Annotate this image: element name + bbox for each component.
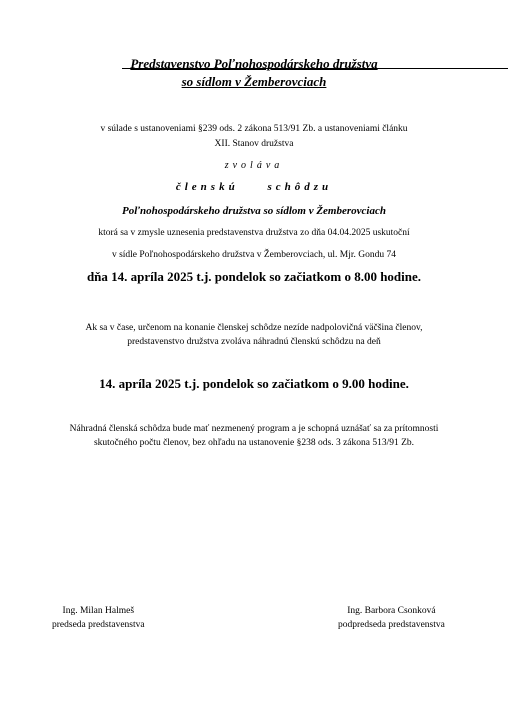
intro-line-2: XII. Stanov družstva [214,139,294,149]
signature-chair [52,604,145,632]
signature-name: Ing. Barbora Csonková [347,606,436,616]
intro-line-1: v súlade s ustanoveniami §239 ods. 2 zákona 513/91 Zb. a ustanoveniami článku [100,124,408,134]
substitute-date: 14. apríla 2025 t.j. pondelok so začiatkom o 9.00 hodine. [99,376,409,391]
substitute-line-2: predstavenstvo družstva zvoláva náhradnú členskú schôdzu na deň [127,337,381,347]
note-line-1: Náhradná členská schôdza bude mať nezmenený program a je schopná uznášať sa za prítomnosti [69,424,439,434]
signature-vice-chair [338,604,445,632]
convenes-word: zvoláva [224,160,284,171]
signature-role: podpredseda predstavenstva [338,620,445,630]
signature-role: predseda predstavenstva [52,620,145,630]
header-subtitle: so sídlom v Žemberovciach [181,74,327,89]
header-title: Predstavenstvo Poľnohospodárskeho družstva [130,56,378,71]
venue-line: v sídle Poľnohospodárskeho družstva v Žemberovciach, ul. Mjr. Gondu 74 [111,250,397,260]
main-date: dňa 14. apríla 2025 t.j. pondelok so začiatkom o 8.00 hodine. [86,269,422,284]
meeting-type: členskú schôdzu [175,181,333,193]
substitute-line-1: Ak sa v čase, určenom na konanie členskej schôdze nezíde nadpolovičná väčšina členov, [85,323,423,333]
signature-name: Ing. Milan Halmeš [62,606,135,616]
resolution-line: ktorá sa v zmysle uznesenia predstavenstva družstva zo dňa 04.04.2025 uskutoční [98,228,410,238]
note-line-2: skutočného počtu členov, bez ohľadu na ustanovenie §238 ods. 3 zákona 513/91 Zb. [93,438,415,448]
header-divider [122,68,508,69]
cooperative-name: Poľnohospodárskeho družstva so sídlom v Žemberovciach [122,205,386,217]
